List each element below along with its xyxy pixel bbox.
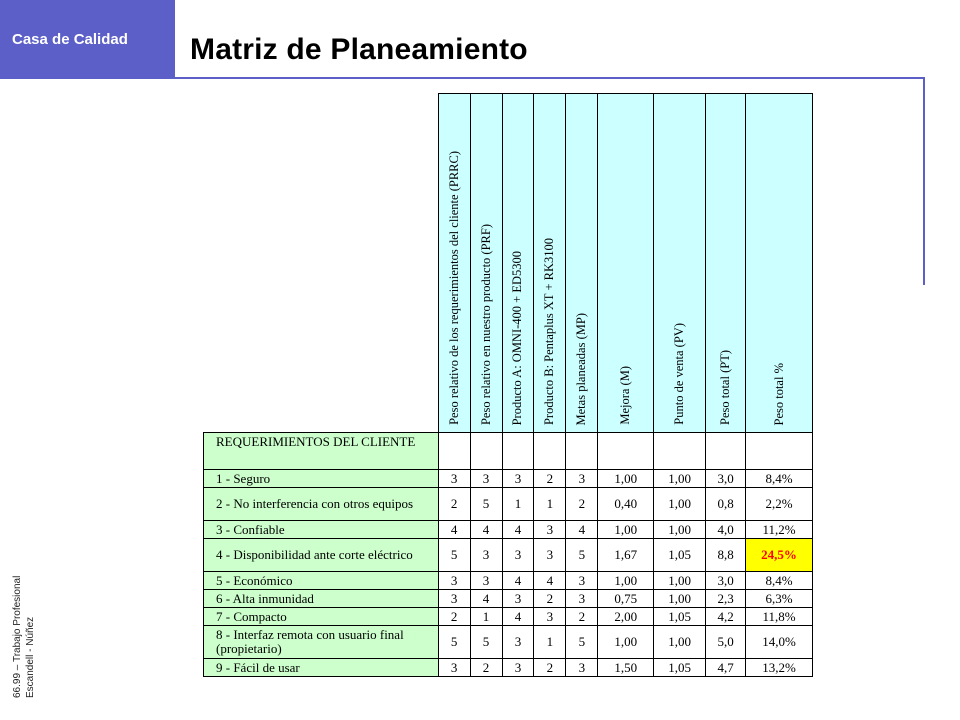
empty-corner xyxy=(204,94,439,433)
value-cell: 0,75 xyxy=(598,590,654,608)
value-cell: 4 xyxy=(438,521,470,539)
value-cell: 3 xyxy=(566,659,598,677)
value-cell: 1,00 xyxy=(598,521,654,539)
section-tag-label: Casa de Calidad xyxy=(12,31,128,48)
column-header-label: Peso total (PT) xyxy=(718,350,733,425)
value-cell: 2 xyxy=(566,608,598,626)
requirement-label: 7 - Compacto xyxy=(204,608,439,626)
empty-cell xyxy=(534,433,566,470)
right-border-line xyxy=(923,79,925,285)
column-header xyxy=(566,94,598,433)
column-header-label: Peso relativo de los requerimientos del cliente (PRRC) xyxy=(446,151,461,425)
value-cell: 3 xyxy=(438,590,470,608)
value-cell: 1,00 xyxy=(598,572,654,590)
column-header xyxy=(598,94,654,433)
value-cell: 4,2 xyxy=(706,608,746,626)
value-cell: 4 xyxy=(502,608,534,626)
value-cell: 3 xyxy=(534,521,566,539)
empty-cell xyxy=(654,433,706,470)
empty-cell xyxy=(470,433,502,470)
section-tag xyxy=(0,0,175,79)
value-cell: 14,0% xyxy=(746,626,813,659)
table-row xyxy=(204,521,813,539)
value-cell: 3 xyxy=(470,470,502,488)
column-header xyxy=(746,94,813,433)
value-cell: 4 xyxy=(502,521,534,539)
value-cell: 11,2% xyxy=(746,521,813,539)
value-cell: 1,00 xyxy=(654,521,706,539)
value-cell: 2 xyxy=(566,488,598,521)
column-header xyxy=(706,94,746,433)
table-row xyxy=(204,590,813,608)
value-cell: 1 xyxy=(534,488,566,521)
highlighted-value-cell: 24,5% xyxy=(746,539,813,572)
column-header-label: Punto de venta (PV) xyxy=(672,323,687,425)
value-cell: 3 xyxy=(534,539,566,572)
empty-cell xyxy=(746,433,813,470)
requirement-label: 8 - Interfaz remota con usuario final (propietario) xyxy=(204,626,439,659)
value-cell: 0,40 xyxy=(598,488,654,521)
value-cell: 3 xyxy=(566,572,598,590)
column-header xyxy=(470,94,502,433)
value-cell: 1,50 xyxy=(598,659,654,677)
requirement-label: 9 - Fácil de usar xyxy=(204,659,439,677)
value-cell: 3 xyxy=(502,659,534,677)
empty-cell xyxy=(706,433,746,470)
value-cell: 4 xyxy=(470,521,502,539)
value-cell: 3,0 xyxy=(706,470,746,488)
column-header-label: Producto B: Pentaplus XT + RK3100 xyxy=(542,237,557,425)
value-cell: 5 xyxy=(566,539,598,572)
column-header-row xyxy=(204,94,813,433)
value-cell: 2 xyxy=(534,590,566,608)
column-header xyxy=(534,94,566,433)
value-cell: 1,05 xyxy=(654,608,706,626)
value-cell: 1 xyxy=(470,608,502,626)
requirement-label: 3 - Confiable xyxy=(204,521,439,539)
column-header xyxy=(502,94,534,433)
value-cell: 3 xyxy=(502,590,534,608)
value-cell: 1,00 xyxy=(598,626,654,659)
value-cell: 3,0 xyxy=(706,572,746,590)
table-row xyxy=(204,626,813,659)
requirement-label: 6 - Alta inmunidad xyxy=(204,590,439,608)
slide-footer xyxy=(11,528,41,698)
value-cell: 6,3% xyxy=(746,590,813,608)
value-cell: 5,0 xyxy=(706,626,746,659)
value-cell: 3 xyxy=(502,626,534,659)
requirements-header-row xyxy=(204,433,813,470)
value-cell: 1,05 xyxy=(654,539,706,572)
value-cell: 1,67 xyxy=(598,539,654,572)
table-row xyxy=(204,539,813,572)
slide-title: Matriz de Planeamiento xyxy=(190,33,528,66)
empty-cell xyxy=(438,433,470,470)
empty-cell xyxy=(502,433,534,470)
column-header-label: Metas planeadas (MP) xyxy=(574,312,589,425)
column-header xyxy=(654,94,706,433)
value-cell: 4,7 xyxy=(706,659,746,677)
value-cell: 1,05 xyxy=(654,659,706,677)
title-underline xyxy=(175,77,925,79)
value-cell: 3 xyxy=(502,539,534,572)
value-cell: 5 xyxy=(438,626,470,659)
value-cell: 4 xyxy=(566,521,598,539)
value-cell: 8,8 xyxy=(706,539,746,572)
value-cell: 11,8% xyxy=(746,608,813,626)
column-header-label: Producto A: OMNI-400 + ED5300 xyxy=(510,250,525,425)
value-cell: 1,00 xyxy=(598,470,654,488)
value-cell: 1,00 xyxy=(654,470,706,488)
empty-cell xyxy=(598,433,654,470)
value-cell: 4 xyxy=(502,572,534,590)
value-cell: 1 xyxy=(534,626,566,659)
value-cell: 2,2% xyxy=(746,488,813,521)
value-cell: 2 xyxy=(438,608,470,626)
value-cell: 3 xyxy=(566,470,598,488)
value-cell: 1 xyxy=(502,488,534,521)
footer-course: 66.99 – Trabajo Profesional xyxy=(12,575,23,698)
value-cell: 2 xyxy=(534,470,566,488)
value-cell: 5 xyxy=(470,488,502,521)
value-cell: 1,00 xyxy=(654,488,706,521)
value-cell: 2 xyxy=(470,659,502,677)
empty-cell xyxy=(566,433,598,470)
value-cell: 5 xyxy=(438,539,470,572)
value-cell: 3 xyxy=(566,590,598,608)
value-cell: 2 xyxy=(534,659,566,677)
value-cell: 2 xyxy=(438,488,470,521)
value-cell: 4 xyxy=(470,590,502,608)
column-header-label: Peso relativo en nuestro producto (PRF) xyxy=(478,223,493,425)
requirements-header: REQUERIMIENTOS DEL CLIENTE xyxy=(204,433,439,470)
value-cell: 3 xyxy=(438,470,470,488)
value-cell: 2,00 xyxy=(598,608,654,626)
value-cell: 5 xyxy=(470,626,502,659)
table-row xyxy=(204,470,813,488)
column-header-label: Peso total % xyxy=(771,362,786,425)
value-cell: 3 xyxy=(438,572,470,590)
value-cell: 3 xyxy=(470,572,502,590)
planning-matrix xyxy=(203,93,813,688)
value-cell: 13,2% xyxy=(746,659,813,677)
value-cell: 5 xyxy=(566,626,598,659)
column-header xyxy=(438,94,470,433)
requirement-label: 1 - Seguro xyxy=(204,470,439,488)
value-cell: 8,4% xyxy=(746,470,813,488)
value-cell: 2,3 xyxy=(706,590,746,608)
value-cell: 3 xyxy=(502,470,534,488)
value-cell: 4,0 xyxy=(706,521,746,539)
table-row xyxy=(204,488,813,521)
requirement-label: 5 - Económico xyxy=(204,572,439,590)
value-cell: 1,00 xyxy=(654,626,706,659)
requirement-label: 4 - Disponibilidad ante corte eléctrico xyxy=(204,539,439,572)
table-row xyxy=(204,659,813,677)
table-row xyxy=(204,608,813,626)
value-cell: 0,8 xyxy=(706,488,746,521)
planning-matrix-table xyxy=(203,93,813,677)
value-cell: 3 xyxy=(438,659,470,677)
column-header-label: Mejora (M) xyxy=(618,366,633,425)
requirement-label: 2 - No interferencia con otros equipos xyxy=(204,488,439,521)
value-cell: 8,4% xyxy=(746,572,813,590)
footer-authors: Escandell - Núñez xyxy=(25,616,36,698)
value-cell: 4 xyxy=(534,572,566,590)
value-cell: 1,00 xyxy=(654,572,706,590)
table-row xyxy=(204,572,813,590)
value-cell: 3 xyxy=(534,608,566,626)
value-cell: 1,00 xyxy=(654,590,706,608)
value-cell: 3 xyxy=(470,539,502,572)
